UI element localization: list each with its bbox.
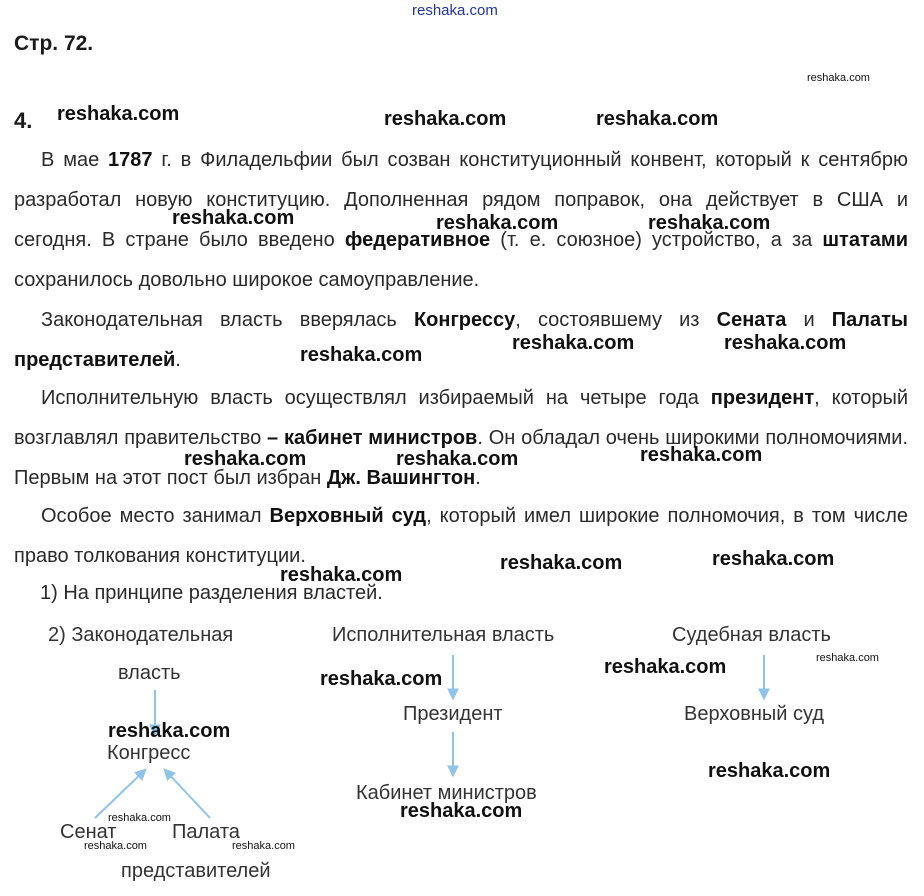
bold-year: 1787 bbox=[108, 149, 153, 171]
bold-term-supreme-court: Верховный суд bbox=[269, 505, 427, 527]
text-fragment: г. в Филадельфии был созван конституционный конвент, который к сентябрю разработал новую конституцию. Дополненная рядом поправок, она действует в США и сегодня. В стране было введено bbox=[14, 149, 908, 251]
senate-node: Сенат bbox=[60, 821, 117, 843]
watermark: reshaka.com bbox=[640, 444, 763, 466]
watermark: reshaka.com bbox=[500, 552, 623, 574]
congress-node: Конгресс bbox=[107, 742, 191, 764]
watermark-top: reshaka.com bbox=[412, 2, 498, 19]
text-fragment: . bbox=[475, 467, 481, 489]
text-fragment: В мае bbox=[41, 149, 109, 171]
watermark: reshaka.com bbox=[300, 344, 423, 366]
bold-term-congress: Конгрессу bbox=[413, 309, 516, 331]
text-fragment: , который возглавлял правительство bbox=[14, 387, 908, 449]
text-fragment: (т. е. союзное) устройство, а за bbox=[490, 229, 823, 251]
watermark: reshaka.com bbox=[604, 656, 727, 678]
arrow-senate-to-congress bbox=[95, 770, 145, 818]
legislative-branch-label-line2: власть bbox=[118, 662, 181, 684]
watermark: reshaka.com bbox=[400, 800, 523, 822]
bold-term-states: штатами bbox=[822, 229, 908, 251]
text-fragment: Законодательная власть вверялась bbox=[41, 309, 414, 331]
executive-branch-label: Исполнительная власть bbox=[332, 624, 555, 646]
bold-term-house: Палаты представителей bbox=[14, 309, 908, 371]
watermark: reshaka.com bbox=[512, 332, 635, 354]
watermark: reshaka.com bbox=[320, 668, 443, 690]
bold-term-president: президент bbox=[710, 387, 815, 409]
watermark: reshaka.com bbox=[724, 332, 847, 354]
text-fragment: , состоявшему из bbox=[515, 309, 717, 331]
watermark: reshaka.com bbox=[57, 103, 180, 125]
bold-term-federative: федеративное bbox=[344, 229, 491, 251]
bold-term-cabinet: – кабинет министров bbox=[267, 427, 478, 449]
text-fragment: и bbox=[786, 309, 832, 331]
text-fragment: Исполнительную власть осуществлял избираемый на четыре года bbox=[41, 387, 711, 409]
watermark: reshaka.com bbox=[280, 564, 403, 586]
watermark: reshaka.com bbox=[184, 448, 307, 470]
watermark: reshaka.com bbox=[108, 812, 171, 824]
bold-term-senate: Сената bbox=[716, 309, 787, 331]
house-node-line2: представителей bbox=[121, 860, 271, 882]
text-fragment: . bbox=[175, 349, 181, 371]
watermark: reshaka.com bbox=[648, 212, 771, 234]
watermark: reshaka.com bbox=[84, 840, 147, 852]
legislative-branch-label: 2) Законодательная bbox=[48, 624, 234, 646]
arrow-house-to-congress bbox=[165, 770, 210, 818]
text-fragment: Особое место занимал bbox=[41, 505, 270, 527]
watermark: reshaka.com bbox=[708, 760, 831, 782]
bold-term-washington: Дж. Вашингтон bbox=[326, 467, 476, 489]
watermark: reshaka.com bbox=[816, 652, 879, 664]
answer-item-1: 1) На принципе разделения властей. bbox=[40, 582, 383, 604]
task-number: 4. bbox=[14, 108, 33, 133]
watermark: reshaka.com bbox=[712, 548, 835, 570]
cabinet-node: Кабинет министров bbox=[356, 782, 537, 804]
text-fragment: . Он обладал очень широкими полномочиями. Первым на этот пост был избран bbox=[14, 427, 909, 489]
watermark: reshaka.com bbox=[384, 108, 507, 130]
president-node: Президент bbox=[403, 703, 503, 725]
judicial-branch-label: Судебная власть bbox=[672, 624, 831, 646]
watermark: reshaka.com bbox=[232, 840, 295, 852]
watermark: reshaka.com bbox=[396, 448, 519, 470]
supreme-court-node: Верховный суд bbox=[684, 703, 825, 725]
house-node-line1: Палата bbox=[172, 821, 240, 843]
watermark: reshaka.com bbox=[807, 72, 870, 84]
watermark: reshaka.com bbox=[172, 207, 295, 229]
text-fragment: , который имел широкие полномочия, в том числе право толкования конституции. bbox=[14, 505, 909, 567]
watermark: reshaka.com bbox=[596, 108, 719, 130]
watermark: reshaka.com bbox=[108, 720, 231, 742]
page-reference: Стр. 72. bbox=[14, 32, 94, 55]
watermark: reshaka.com bbox=[436, 212, 559, 234]
text-fragment: сохранилось довольно широкое самоуправление. bbox=[14, 269, 480, 291]
